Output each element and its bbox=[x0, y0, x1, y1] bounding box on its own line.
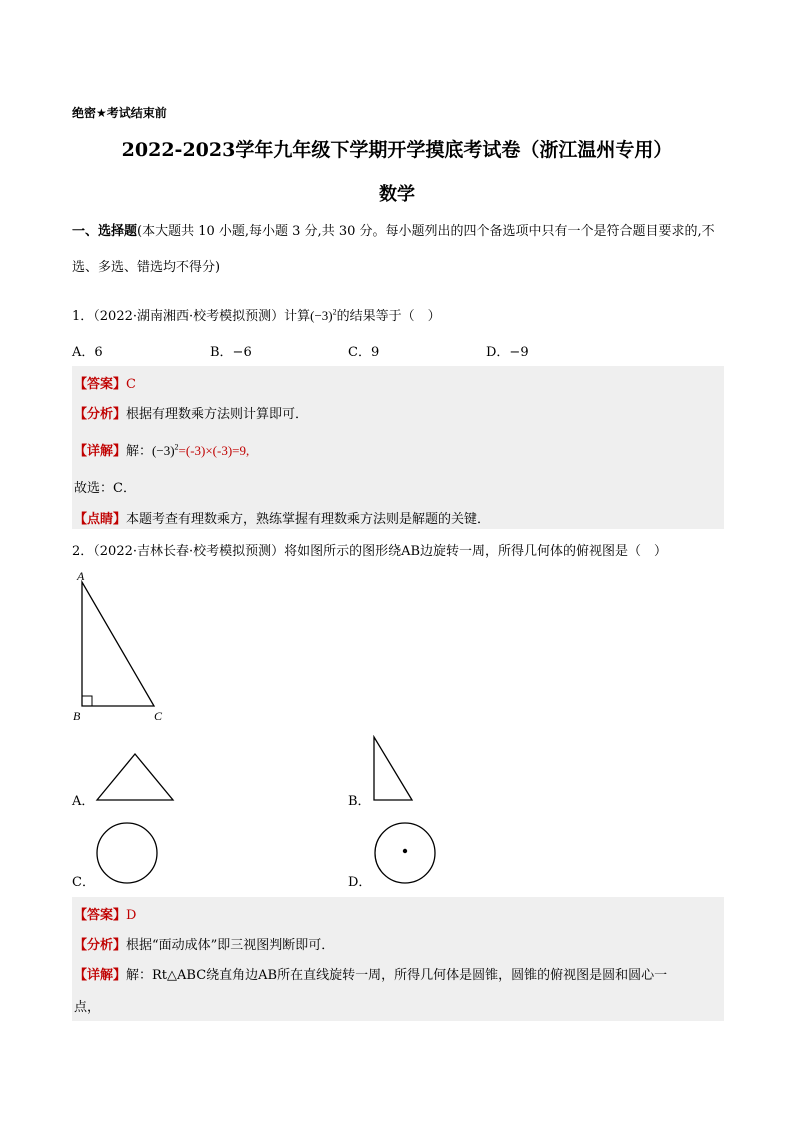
q1-stem-prefix: 1．（2022·湖南湘西·校考模拟预测）计算 bbox=[72, 309, 311, 324]
right-angle-mark bbox=[82, 696, 92, 706]
q2-detail bbox=[74, 964, 724, 983]
q1-detail-prefix: 解： bbox=[126, 444, 153, 459]
detail-tag: 【详解】 bbox=[74, 444, 127, 459]
q2-option-c-figure bbox=[95, 821, 159, 885]
q2-answer bbox=[74, 904, 136, 923]
q1-detail-expression: =(-3)×(-3)=9, bbox=[178, 443, 250, 458]
q1-formula bbox=[310, 308, 337, 323]
q2-solution-box bbox=[72, 897, 724, 1021]
q1-option-a: A．6 bbox=[72, 345, 103, 360]
q1-base: (−3) bbox=[310, 308, 333, 323]
q1-option-c: C．9 bbox=[348, 345, 380, 360]
isosceles-triangle-shape bbox=[97, 754, 173, 800]
q1-analysis bbox=[74, 403, 308, 422]
q2-detail-line-2: 点， bbox=[74, 1000, 101, 1015]
q2-option-a-figure bbox=[95, 750, 177, 804]
right-triangle-shape bbox=[374, 737, 412, 800]
circle-shape bbox=[97, 823, 157, 883]
q2-option-d-figure bbox=[373, 821, 437, 885]
q1-detail bbox=[74, 440, 249, 459]
q1-comment bbox=[74, 508, 490, 527]
secret-label: 绝密★考试结束前 bbox=[72, 106, 167, 120]
q1-answer-value: C bbox=[126, 377, 136, 392]
detail-tag: 【详解】 bbox=[74, 968, 127, 983]
q1-comment-text: 本题考查有理数乘方，熟练掌握有理数乘方法则是解题的关键． bbox=[126, 512, 491, 527]
subject-title: 数学 bbox=[379, 184, 415, 205]
q2-option-c-label: C． bbox=[72, 875, 95, 890]
q1-detail-exponent: 2 bbox=[174, 442, 179, 452]
vertex-label-c: C bbox=[154, 709, 163, 723]
q1-answer bbox=[74, 373, 136, 392]
q1-option-d: D．−9 bbox=[486, 345, 529, 360]
q1-analysis-text: 根据有理数乘方法则计算即可． bbox=[126, 407, 309, 422]
vertex-label-a: A bbox=[77, 569, 85, 583]
q1-exponent: 2 bbox=[332, 307, 337, 317]
section-desc: (本大题共 10 小题,每小题 3 分,共 30 分。每小题列出的四个备选项中只有一个是符合题目要求的,不选、多选、错选均不得分) bbox=[72, 224, 715, 275]
q1-detail-base: (−3) bbox=[152, 443, 175, 458]
analysis-tag: 【分析】 bbox=[74, 938, 127, 953]
q2-analysis-text: 根据“面动成体”即三视图判断即可． bbox=[126, 938, 335, 953]
section-label: 一、选择题 bbox=[72, 224, 138, 239]
vertex-label-b: B bbox=[73, 709, 81, 723]
q1-option-b: B．−6 bbox=[210, 345, 252, 360]
question-1-stem bbox=[72, 305, 724, 324]
q2-answer-value: D bbox=[126, 908, 137, 923]
answer-tag: 【答案】 bbox=[74, 377, 127, 392]
center-point bbox=[403, 849, 407, 853]
q2-analysis bbox=[74, 934, 334, 953]
q1-stem-suffix: 的结果等于（ ） bbox=[336, 309, 441, 324]
q2-option-d-label: D． bbox=[348, 875, 372, 890]
q2-detail-line-1: 解：Rt△ABC绕直角边AB所在直线旋转一周，所得几何体是圆锥，圆锥的俯视图是圆和圆心一 bbox=[126, 968, 668, 983]
triangle-figure bbox=[70, 568, 180, 728]
analysis-tag: 【分析】 bbox=[74, 407, 127, 422]
answer-tag: 【答案】 bbox=[74, 908, 127, 923]
q1-choice: 故选：C． bbox=[74, 481, 136, 496]
q2-option-b-label: B． bbox=[348, 794, 371, 809]
q1-detail-formula bbox=[152, 443, 179, 458]
question-2-stem: 2．（2022·吉林长春·校考模拟预测）将如图所示的图形绕AB边旋转一周，所得几何体的俯视图是（ ） bbox=[72, 544, 668, 559]
q2-option-a-label: A． bbox=[72, 794, 95, 809]
section-intro bbox=[72, 214, 724, 286]
triangle-shape bbox=[82, 582, 154, 706]
exam-title: 2022-2023学年九年级下学期开学摸底考试卷（浙江温州专用） bbox=[121, 139, 673, 161]
q2-option-b-figure bbox=[370, 735, 416, 803]
comment-tag: 【点睛】 bbox=[74, 512, 127, 527]
